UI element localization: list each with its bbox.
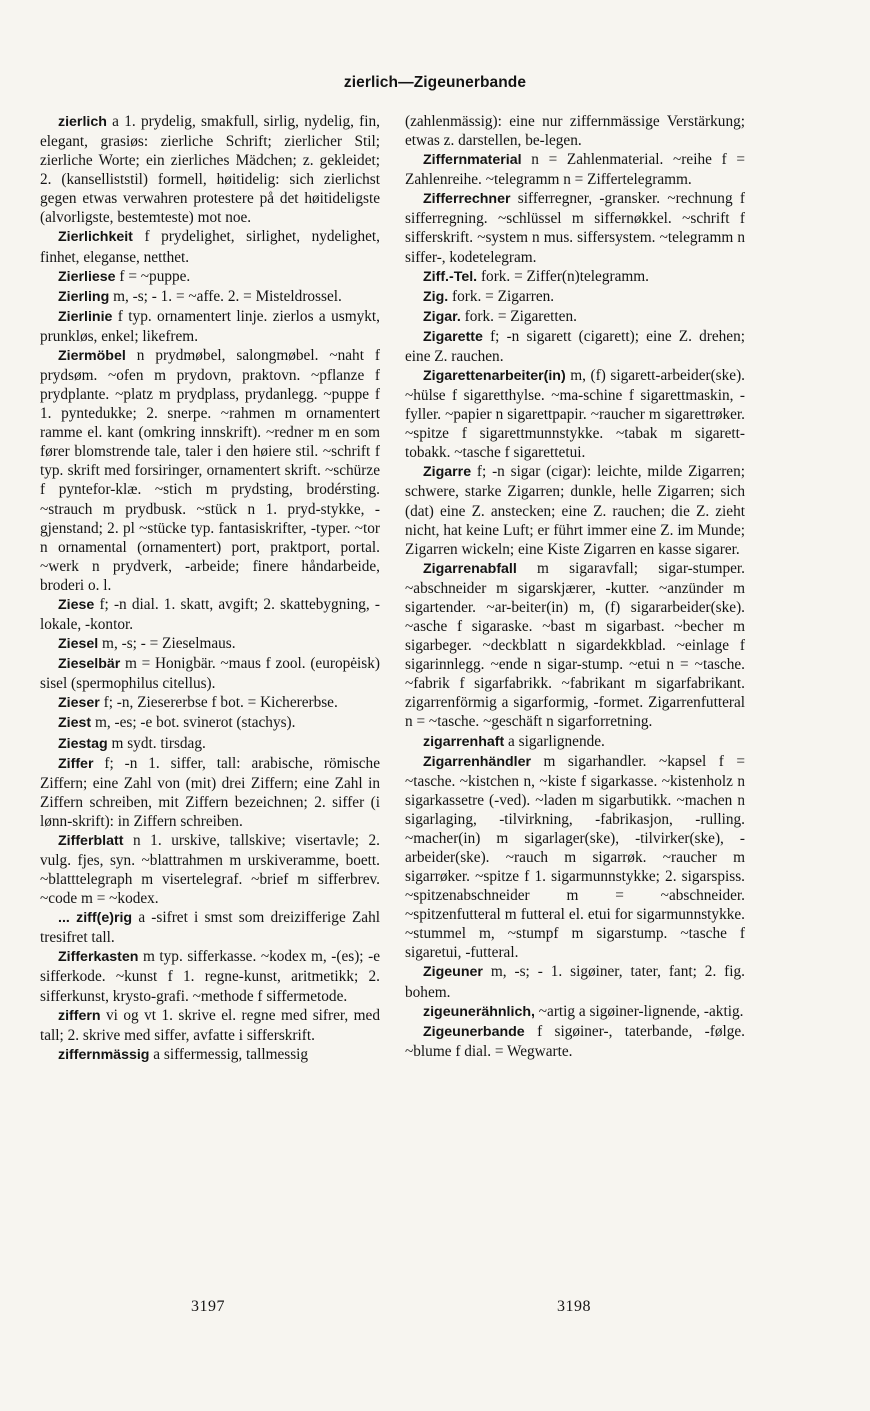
entry-headword: Zigar. bbox=[423, 308, 461, 325]
dictionary-entry bbox=[405, 112, 745, 150]
page-header: zierlich—Zigeunerbande bbox=[343, 74, 527, 91]
dictionary-entry bbox=[405, 327, 745, 366]
entry-headword: Zigarrenhändler bbox=[423, 753, 532, 770]
dictionary-entry bbox=[40, 713, 380, 733]
dictionary-entry bbox=[405, 1022, 745, 1061]
entry-headword: zierlich bbox=[58, 114, 107, 130]
entry-headword: Ziffernmaterial bbox=[423, 152, 522, 169]
dictionary-entry bbox=[40, 1006, 380, 1045]
entry-headword: zigeunerähnlich, bbox=[423, 1003, 535, 1020]
entry-definition: f; -n 1. siffer, tall: arabische, römische Ziffern; eine Zahl von (mit) drei Ziffern; eine Zahl in Ziffern schreiben, mit Ziffern bezeichnen; 2. siffer (i lønn-skrift): in Ziffern schreiben. bbox=[40, 754, 380, 830]
entry-definition: f; -n sigarett (cigarett); eine Z. drehen; eine Z. rauchen. bbox=[405, 327, 745, 365]
entry-headword: Zierlinie bbox=[58, 308, 113, 325]
dictionary-entry bbox=[40, 307, 380, 346]
dictionary-entry bbox=[405, 150, 745, 189]
entry-headword: Zieser bbox=[58, 695, 100, 712]
entry-headword: Zifferkasten bbox=[58, 949, 139, 966]
entry-definition: m sigaravfall; sigar-stumper. ~abschneider m sigarskjærer, -kutter. ~anzünder m sigartender. ~ar-beiter(in) m, (f) sigararbeider(ske). ~asche f sigaraske. ~bast m sigarbast. ~becher m sigarbeger. ~deckblatt n sigardekkblad. ~einlage f sigarinnlegg. ~ende n sigar-stump. ~etui n = ~tasche. ~fabrik f sigarfabrikk. ~fabrikant m sigarfabrikant. zigarrenförmig a sigarformig, -formet. Zigarrenfutteral n = ~tasche. ~geschäft n sigarforretning. bbox=[405, 559, 745, 731]
entry-definition: f prydelighet, sirlighet, nydelighet, finhet, eleganse, netthet. bbox=[40, 228, 380, 266]
dictionary-entry bbox=[405, 287, 745, 307]
entry-definition: f sigøiner-, taterbande, -følge. ~blume f dial. = Wegwarte. bbox=[405, 1022, 745, 1060]
dictionary-entry bbox=[40, 734, 380, 754]
entry-definition: n prydmøbel, salongmøbel. ~naht f prydsøm. ~ofen m prydovn, praktovn. ~pflanze f prydplante. ~platz m prydplass, prydanlegg. ~puppe f 1. pyntedukke; 2. snerpe. ~rahmen m ornamentert ramme el. kant (omkring innskrift). ~redner m en som fører blomstrende tale, taler i den høiere stil. ~schrift f typ. skrift med forsiringer, ornamentert skrift. ~schürze f pyntefor-klæ. ~stich m prydsting, brodérsting. ~strauch m prydbusk. ~stück n 1. pryd-stykke, -gjenstand; 2. pl ~stücke typ. fantasiskrifter, -typer. ~tor n ornamental (ornamentert) port, praktport, portal. ~werk n prydverk, -arbeide; finere håndarbeide, broderi o. l. bbox=[40, 346, 380, 594]
dictionary-entry bbox=[40, 654, 380, 693]
dictionary-entry bbox=[405, 366, 745, 462]
entry-headword: Zigarettenarbeiter(in) bbox=[423, 368, 566, 385]
entry-headword: Zieselbär bbox=[58, 656, 121, 673]
entry-headword: Zierliese bbox=[58, 268, 116, 285]
entry-definition: f; -n, Ziesererbse f bot. = Kichererbse. bbox=[99, 694, 338, 712]
entry-definition: f; -n dial. 1. skatt, avgift; 2. skattebygning, -lokale, -kontor. bbox=[40, 595, 380, 634]
dictionary-entry bbox=[405, 267, 745, 287]
entry-headword: zigarrenhaft bbox=[423, 733, 505, 750]
entry-definition: n = Zahlenmaterial. ~reihe f = Zahlenreihe. ~telegramm n = Ziffertelegramm. bbox=[405, 151, 745, 189]
dictionary-entry bbox=[40, 595, 380, 634]
entry-headword: Zigarette bbox=[423, 328, 483, 345]
dictionary-entry bbox=[40, 227, 380, 266]
entry-definition: m, -s; - 1. = ~affe. 2. = Misteldrossel. bbox=[109, 287, 342, 305]
dictionary-entry bbox=[40, 1045, 380, 1065]
entry-headword: Zifferrechner bbox=[423, 191, 511, 208]
entry-definition: a siffermessig, tallmessig bbox=[149, 1045, 309, 1063]
entry-headword: Ziestag bbox=[58, 735, 108, 752]
dictionary-entry bbox=[405, 1002, 745, 1022]
dictionary-entry bbox=[40, 831, 380, 908]
entry-definition: m, (f) sigarett-arbeider(ske). ~hülse f sigaretthylse. ~ma-schine f sigarettmaskin, -fyller. ~papier n sigarettpapir. ~raucher m sigarettrøker. ~spitze f sigarettmunnstykke. ~tabak m sigarett-tobakk. ~tasche f sigarettetui. bbox=[405, 367, 745, 462]
entry-definition: ~artig a sigøiner-lignende, -aktig. bbox=[534, 1002, 744, 1020]
entry-definition: (zahlenmässig): eine nur ziffernmässige Verstärkung; etwas z. darstellen, be-legen. bbox=[405, 113, 745, 150]
entry-headword: ziffern bbox=[58, 1007, 101, 1024]
page-number-right: 3198 bbox=[557, 1298, 591, 1315]
dictionary-entry bbox=[40, 754, 380, 831]
dictionary-entry bbox=[40, 947, 380, 1005]
page-number-left: 3197 bbox=[191, 1298, 225, 1315]
left-column bbox=[40, 112, 380, 1065]
entry-definition: vi og vt 1. skrive el. regne med sifrer, med tall; 2. skrive med siffer, avfatte i sifferskrift. bbox=[40, 1006, 380, 1044]
entry-definition: n 1. urskive, tallskive; visertavle; 2. vulg. fjes, syn. ~blattrahmen m urskiveramme, boett. ~blatttelegraph m visertelegraf. ~brief m sifferbrev. ~code m = ~kodex. bbox=[40, 831, 380, 908]
dictionary-entry bbox=[40, 112, 380, 227]
entry-definition: f typ. ornamentert linje. zierlos a usmykt, prunkløs, enkel; likefrem. bbox=[40, 307, 380, 345]
entry-definition: a 1. prydelig, smakfull, sirlig, nydelig, fin, elegant, grasiøs: zierliche Schrift; zierlicher Stil; zierliche Worte; ein zierliches Mädchen; z. gekleidet; 2. (kanselliststil) formell, høitidelig: sich zierlichst gegen etwas verwahren protestere på det høitideligste (alvorligste, bestemteste) mot noe. bbox=[40, 113, 380, 227]
dictionary-entry bbox=[40, 908, 380, 947]
dictionary-entry bbox=[40, 287, 380, 307]
dictionary-entry bbox=[405, 189, 745, 266]
dictionary-entry bbox=[405, 462, 745, 558]
entry-headword: Ziese bbox=[58, 596, 95, 613]
entry-definition: fork. = Zigaretten. bbox=[460, 307, 577, 325]
entry-definition: f = ~puppe. bbox=[115, 267, 191, 285]
dictionary-entry bbox=[40, 346, 380, 595]
entry-definition: m, -s; - = Zieselmaus. bbox=[98, 635, 236, 653]
entry-headword: Zigeuner bbox=[423, 964, 483, 981]
entry-definition: a sigarlignende. bbox=[504, 732, 605, 750]
entry-headword: Zigeunerbande bbox=[423, 1023, 525, 1040]
entry-definition: m = Honigbär. ~maus f zool. (europėisk) sisel (spermophilus citellus). bbox=[40, 655, 380, 693]
entry-headword: Zigarrenabfall bbox=[423, 560, 517, 577]
entry-definition: m typ. sifferkasse. ~kodex m, -(es); -e sifferkode. ~kunst f 1. regne-kunst, aritmetikk; 2. sifferkunst, krysto-grafi. ~methode f siffermetode. bbox=[40, 948, 380, 1005]
entry-headword: ziffernmässig bbox=[58, 1046, 150, 1063]
dictionary-entry bbox=[40, 634, 380, 654]
entry-headword: Zierlichkeit bbox=[58, 229, 133, 246]
entry-definition: m, -es; -e bot. svinerot (stachys). bbox=[91, 714, 296, 732]
entry-headword: Ziest bbox=[58, 715, 92, 732]
entry-definition: m, -s; - 1. sigøiner, tater, fant; 2. fig. bohem. bbox=[405, 963, 745, 1001]
entry-definition: fork. = Zigarren. bbox=[448, 287, 555, 305]
entry-headword: Ziesel bbox=[58, 636, 99, 653]
entry-definition: m sydt. tirsdag. bbox=[107, 734, 206, 752]
right-column bbox=[405, 112, 745, 1061]
entry-headword: ... ziff(e)rig bbox=[58, 910, 133, 927]
entry-definition: f; -n sigar (cigar): leichte, milde Zigarren; schwere, starke Zigarren; dunkle, helle Zigarren; sich (dat) eine Z. anstecken; eine Z. rauchen; die Z. zieht nicht, hat keine Luft; er führt immer eine Z. im Munde; Zigarren wickeln; eine Kiste Zigarren en kasse sigarer. bbox=[405, 463, 745, 558]
entry-definition: a -sifret i smst som dreizifferige Zahl tresifret tall. bbox=[40, 909, 380, 947]
entry-headword: Zierling bbox=[58, 288, 110, 305]
entry-headword: Ziffer bbox=[58, 755, 94, 772]
entry-headword: Ziermöbel bbox=[58, 347, 126, 364]
entry-headword: Zig. bbox=[423, 288, 449, 305]
entry-headword: Ziff.-Tel. bbox=[423, 268, 478, 285]
dictionary-entry bbox=[405, 732, 745, 752]
dictionary-entry bbox=[405, 307, 745, 327]
entry-definition: m sigarhandler. ~kapsel f = ~tasche. ~kistchen n, ~kiste f sigarkasse. ~kistenholz n sigarkassetre (-ved). ~laden m sigarbutikk. ~machen n sigarlaging, -tilvirkning, -fabrikasjon, -rulling. ~macher(in) m sigarlager(ske), -tilvirker(ske), -arbeider(ske). ~rauch m sigarrøk. ~raucher m sigarrøker. ~spitze f 1. sigarmunnstykke; 2. sigarspiss. ~spitzenabschneider m = ~abschneider. ~spitzenfutteral m futteral el. etui for sigarmunnstykke. ~stummel m, ~stumpf m sigarstump. ~tasche f sigaretui, -futteral. bbox=[405, 752, 745, 962]
entry-definition: sifferregner, -gransker. ~rechnung f sifferregning. ~schlüssel m siffernøkkel. ~schrift f sifferskrift. ~system n mus. siffersystem. ~telegramm n siffer-, kodetelegram. bbox=[405, 190, 745, 266]
dictionary-entry bbox=[405, 559, 745, 732]
dictionary-entry bbox=[405, 752, 745, 963]
dictionary-entry bbox=[40, 693, 380, 713]
dictionary-entry bbox=[40, 267, 380, 287]
entry-headword: Zigarre bbox=[423, 464, 472, 481]
entry-headword: Zifferblatt bbox=[58, 832, 124, 849]
dictionary-entry bbox=[405, 962, 745, 1001]
entry-definition: fork. = Ziffer(n)telegramm. bbox=[477, 267, 649, 285]
